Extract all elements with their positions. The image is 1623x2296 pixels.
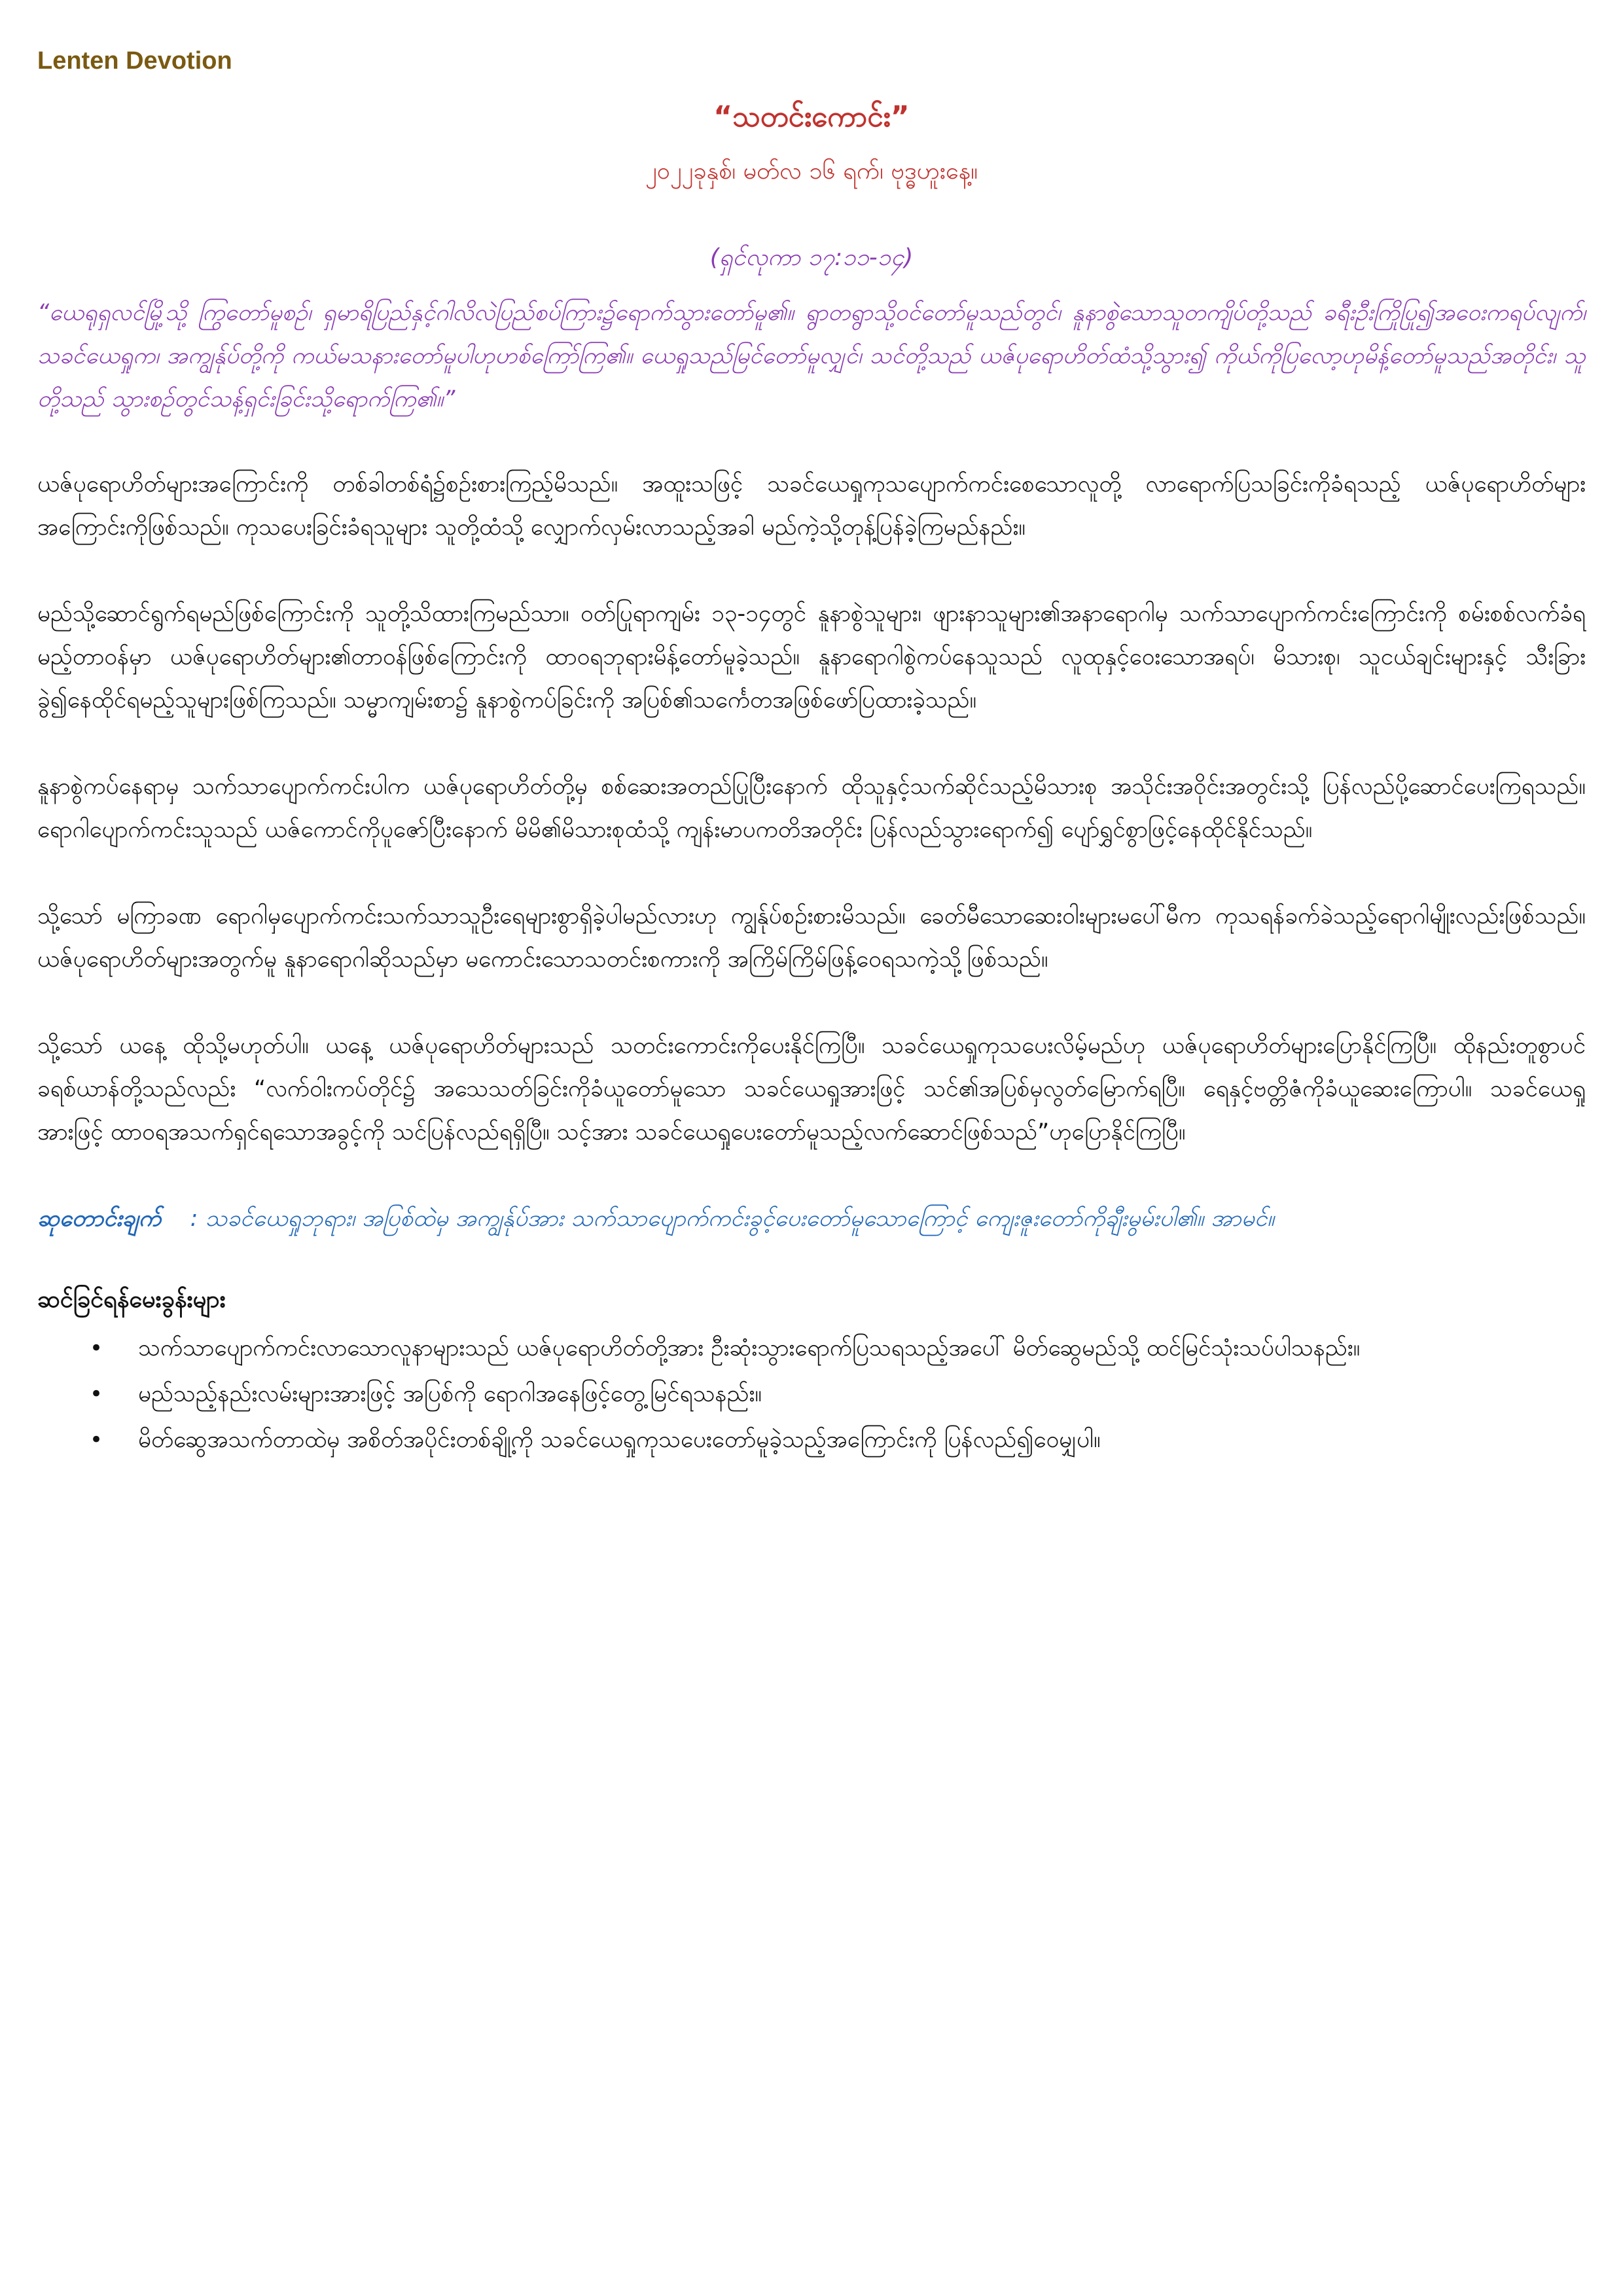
prayer-label: ဆုတောင်းချက် xyxy=(37,1206,162,1232)
bullet-icon: • xyxy=(90,1427,103,1453)
body-paragraph-2: မည်သို့ဆောင်ရွက်ရမည်ဖြစ်ကြောင်းကို သူတို့သိထားကြမည်သာ။ ဝတ်ပြုရာကျမ်း ၁၃-၁၄တွင် နူနာစွဲသူများ၊ ဖျားနာသူများ၏အနာရောဂါမှ သက်သာပျောက်ကင်းကြောင်းကို စမ်းစစ်လက်ခံရမည့်တာဝန်မှာ ယဇ်ပုရောဟိတ်များ၏တာဝန်ဖြစ်ကြောင်းကို ထာဝရဘုရားမိန့်တော်မူခဲ့သည်။ နူနာရောဂါစွဲကပ်နေသူသည် လူထုနှင့်ဝေးသောအရပ်၊ မိသားစု၊ သူငယ်ချင်းများနှင့် သီးခြားခွဲ၍နေထိုင်ရမည့်သူများဖြစ်ကြသည်။ သမ္မာကျမ်းစာ၌ နူနာစွဲကပ်ခြင်းကို အပြစ်၏သင်္ကေတအဖြစ်ဖော်ပြထားခဲ့သည်။ xyxy=(37,601,1586,713)
body-paragraph-5: သို့သော် ယနေ့ ထိုသို့မဟုတ်ပါ။ ယနေ့ ယဇ်ပုရောဟိတ်များသည် သတင်းကောင်းကိုပေးနိုင်ကြပြီ။ သခင်ယေရှုကုသပေးလိမ့်မည်ဟု ယဇ်ပုရောဟိတ်များပြောနိုင်ကြပြီ။ ထိုနည်းတူစွာပင် ခရစ်ယာန်တို့သည်လည်း “လက်ဝါးကပ်တိုင်၌ အသေသတ်ခြင်းကိုခံယူတော်မူသော သခင်ယေရှုအားဖြင့် သင်၏အပြစ်မှလွတ်မြောက်ရပြီ။ ရေနှင့်ဗတ္တိဇံကိုခံယူဆေးကြောပါ။ သခင်ယေရှုအားဖြင့် ထာဝရအသက်ရှင်ရသောအခွင့်ကို သင်ပြန်လည်ရရှိပြီ။ သင့်အား သခင်ယေရှုပေးတော်မူသည့်လက်ဆောင်ဖြစ်သည်”ဟုပြောနိုင်ကြပြီ။ xyxy=(37,1033,1586,1145)
prayer-text: : သခင်ယေရှုဘုရား၊ အပြစ်ထဲမှ အကျွန်ုပ်အား သက်သာပျောက်ကင်းခွင့်ပေးတော်မူသောကြောင့် ကျေးဇူးတော်ကိုချီးမွမ်းပါ၏။ အာမင်။ xyxy=(190,1206,1274,1232)
body-paragraph-4: သို့သော် မကြာခဏ ရောဂါမှပျောက်ကင်းသက်သာသူဦးရေများစွာရှိခဲ့ပါမည်လားဟု ကျွန်ုပ်စဉ်းစားမိသည်။ ခေတ်မီသောဆေးဝါးများမပေါ်မီက ကုသရန်ခက်ခဲသည့်ရောဂါမျိုးလည်းဖြစ်သည်။ ယဇ်ပုရောဟိတ်များအတွက်မူ နူနာရောဂါဆိုသည်မှာ မကောင်းသောသတင်းစကားကို အကြိမ်ကြိမ်ဖြန့်ဝေရသကဲ့သို့ဖြစ်သည်။ xyxy=(37,903,1586,973)
prayer-block xyxy=(37,1197,1586,1240)
questions-heading: ဆင်ခြင်ရန်မေးခွန်းများ xyxy=(37,1286,226,1313)
devotion-title: “သတင်းကောင်း” xyxy=(713,100,910,134)
body-paragraph-3: နူနာစွဲကပ်နေရာမှ သက်သာပျောက်ကင်းပါက ယဇ်ပုရောဟိတ်တို့မှ စစ်ဆေးအတည်ပြုပြီးနောက် ထိုသူနှင့်သက်ဆိုင်သည့်မိသားစု အသိုင်းအဝိုင်းအတွင်းသို့ ပြန်လည်ပို့ဆောင်ပေးကြရသည်။ ရောဂါပျောက်ကင်းသူသည် ယဇ်ကောင်ကိုပူဇော်ပြီးနောက် မိမိ၏မိသားစုထံသို့ ကျန်းမာပကတိအတိုင်း ပြန်လည်သွားရောက်၍ ပျော်ရွှင်စွာဖြင့်နေထိုင်နိုင်သည်။ xyxy=(37,774,1586,843)
list-item xyxy=(37,1372,1586,1416)
question-text: သက်သာပျောက်ကင်းလာသောလူနာများသည် ယဇ်ပုရောဟိတ်တို့အား ဦးဆုံးသွားရောက်ပြသရသည့်အပေါ် မိတ်ဆွေမည်သို့ ထင်မြင်သုံးသပ်ပါသနည်း။ xyxy=(138,1335,1361,1361)
scripture-text: “ယေရုရှလင်မြို့သို့ ကြွတော်မူစဉ်၊ ရှမာရိပြည်နှင့်ဂါလိလဲပြည်စပ်ကြား၌ရောက်သွားတော်မူ၏။ ရွာတရွာသို့ဝင်တော်မူသည်တွင်၊ နူနာစွဲသောသူတကျိပ်တို့သည် ခရီးဦးကြိုပြု၍အဝေးကရပ်လျက်၊ သခင်ယေရှုက၊ အကျွန်ုပ်တို့ကို ကယ်မသနားတော်မူပါဟုဟစ်ကြော်ကြ၏။ ယေရှုသည်မြင်တော်မူလျှင်၊ သင်တို့သည် ယဇ်ပုရောဟိတ်ထံသို့သွား၍ ကိုယ်ကိုပြလော့ဟုမိန့်တော်မူသည်အတိုင်း၊ သူတို့သည် သွားစဉ်တွင်သန့်ရှင်းခြင်းသို့ရောက်ကြ၏။” xyxy=(37,300,1586,412)
scripture-reference: (ရှင်လုကာ ၁၇:၁၁-၁၄) xyxy=(709,244,914,271)
bullet-icon: • xyxy=(90,1381,103,1407)
question-text: မိတ်ဆွေအသက်တာထဲမှ အစိတ်အပိုင်းတစ်ချို့ကို သခင်ယေရှုကုသပေးတော်မူခဲ့သည့်အကြောင်းကို ပြန်လည်၍ဝေမျှပါ။ xyxy=(138,1427,1101,1453)
header-label: Lenten Devotion xyxy=(37,47,232,75)
devotion-date: ၂၀၂၂ခုနှစ်၊ မတ်လ ၁၆ ရက်၊ ဗုဒ္ဓဟူးနေ့။ xyxy=(645,158,978,185)
body-paragraph-1: ယဇ်ပုရောဟိတ်များအကြောင်းကို တစ်ခါတစ်ရံ၌စဉ်းစားကြည့်မိသည်။ အထူးသဖြင့် သခင်ယေရှုကုသပျောက်ကင်းစေသောလူတို့ လာရောက်ပြသခြင်းကိုခံရသည့် ယဇ်ပုရောဟိတ်များအကြောင်းကိုဖြစ်သည်။ ကုသပေးခြင်းခံရသူများ သူတို့ထံသို့ လျှောက်လှမ်းလာသည့်အခါ မည်ကဲ့သို့တုန့်ပြန်ခဲ့ကြမည်နည်း။ xyxy=(37,471,1586,541)
list-item xyxy=(37,1418,1586,1462)
questions-list xyxy=(37,1327,1586,1462)
bullet-icon: • xyxy=(90,1335,103,1361)
question-text: မည်သည့်နည်းလမ်းများအားဖြင့် အပြစ်ကို ရောဂါအနေဖြင့်တွေ့မြင်ရသနည်း။ xyxy=(138,1381,762,1407)
list-item xyxy=(37,1327,1586,1370)
